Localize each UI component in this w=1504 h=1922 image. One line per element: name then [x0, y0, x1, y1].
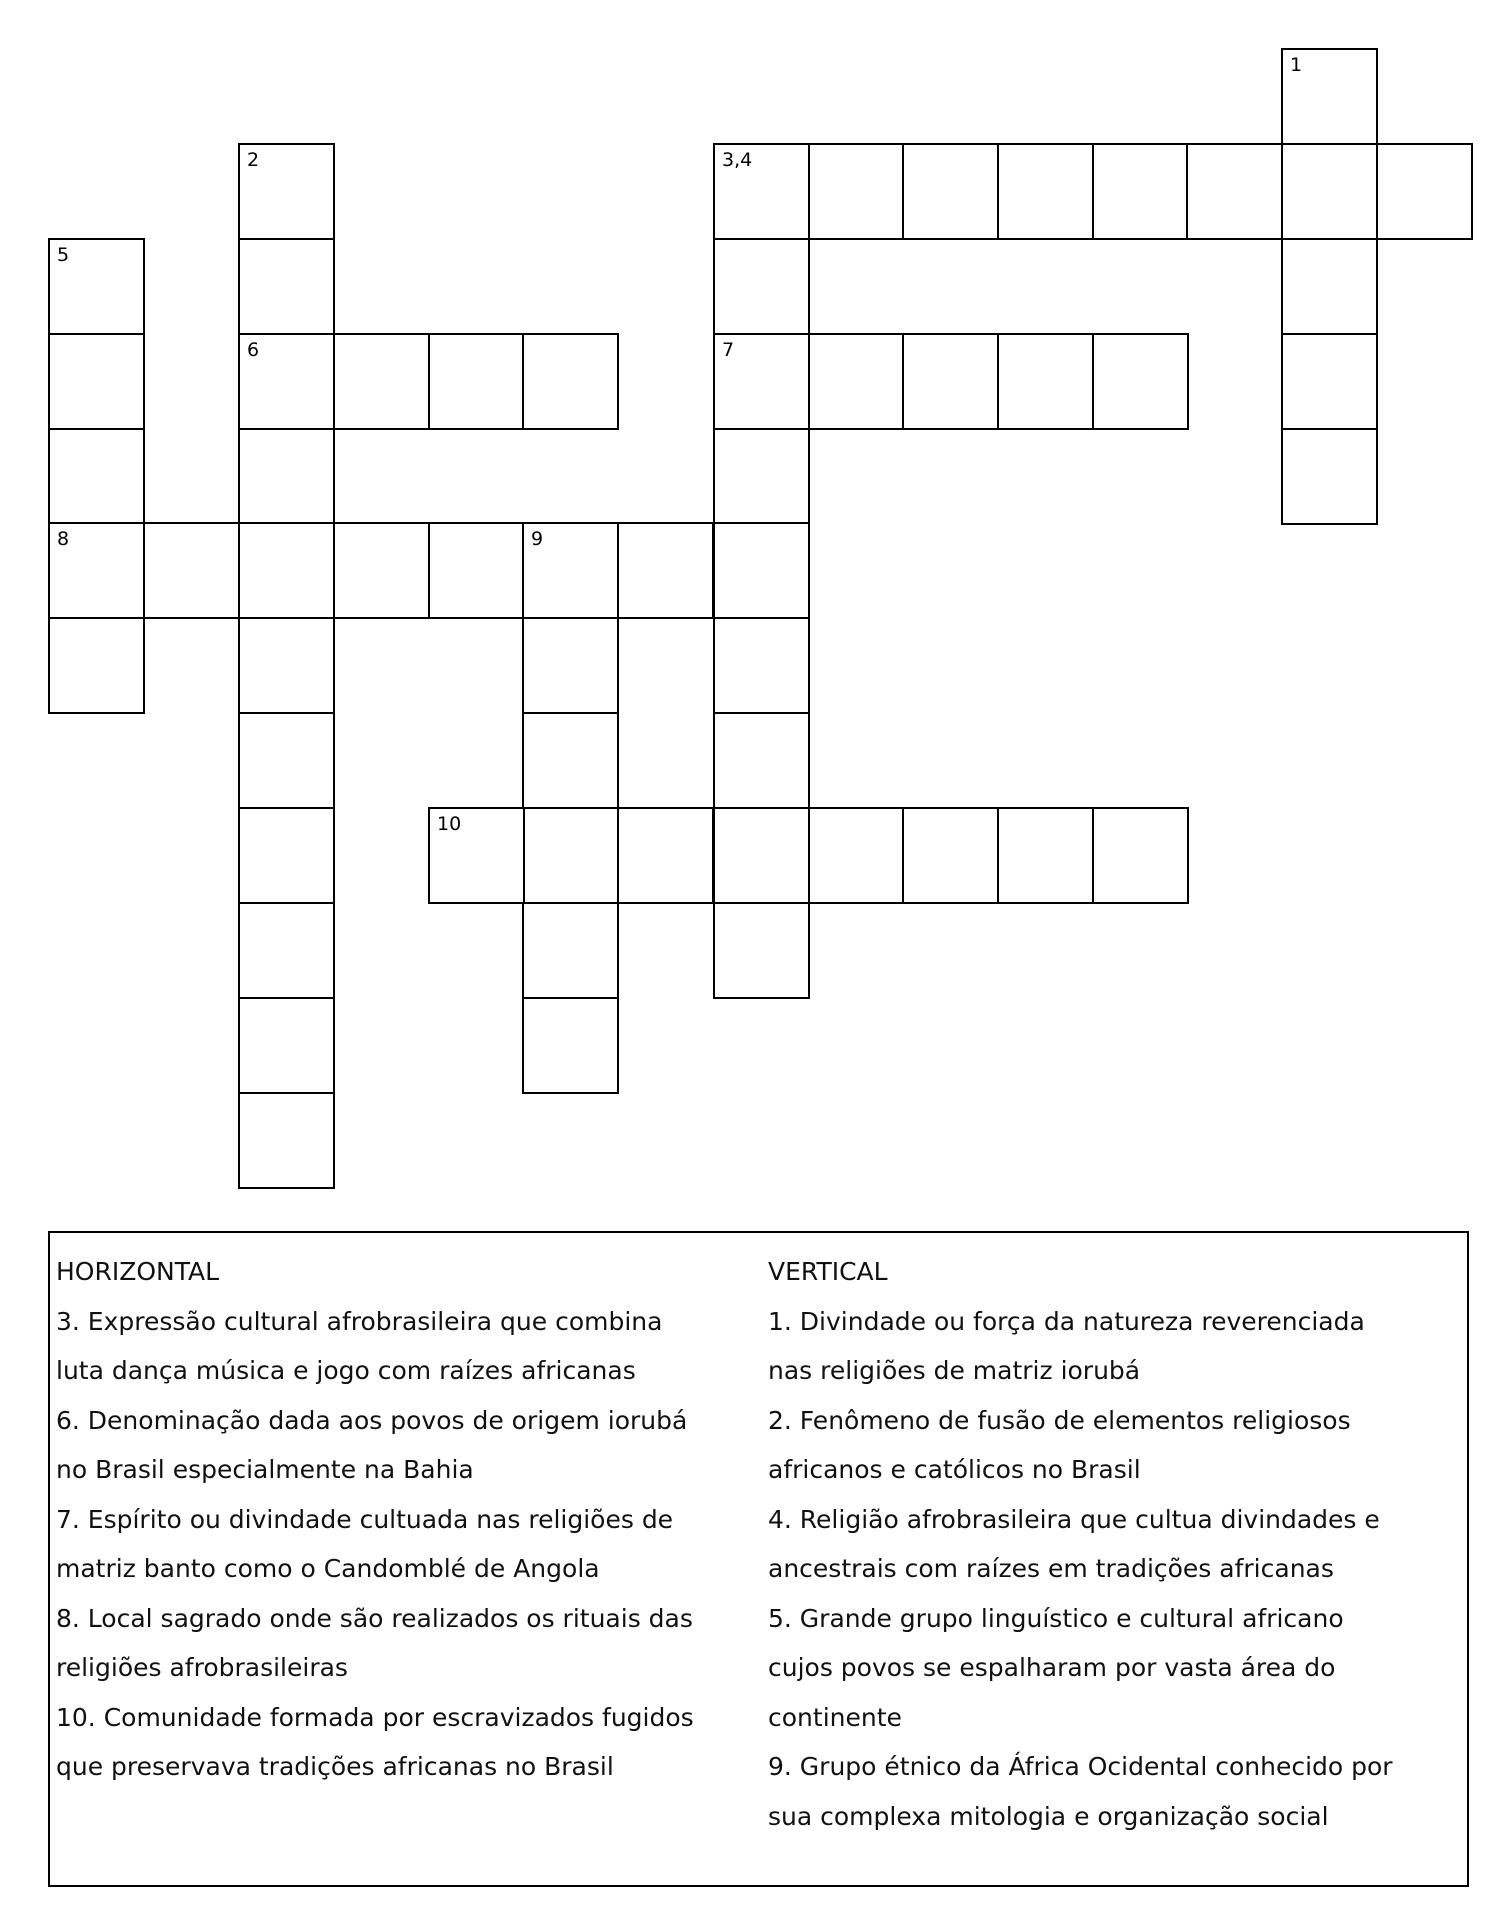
crossword-cell[interactable]	[48, 238, 145, 335]
crossword-cell[interactable]	[997, 143, 1094, 240]
crossword-cell[interactable]	[902, 143, 999, 240]
crossword-cell[interactable]	[238, 902, 335, 999]
clue-line: sua complexa mitologia e organização social	[768, 1801, 1329, 1831]
clues-panel	[48, 1231, 1469, 1887]
crossword-cell[interactable]	[617, 807, 714, 904]
crossword-cell[interactable]	[713, 143, 810, 240]
crossword-cell[interactable]	[428, 522, 525, 619]
crossword-cell[interactable]	[333, 522, 430, 619]
crossword-cell[interactable]	[902, 333, 999, 430]
clue-line: religiões afrobrasileiras	[56, 1653, 348, 1682]
crossword-cell[interactable]	[238, 807, 335, 904]
crossword-cell[interactable]	[333, 333, 430, 430]
clue-line: matriz banto como o Candomblé de Angola	[56, 1554, 600, 1583]
crossword-cell[interactable]	[238, 997, 335, 1094]
vertical-clues	[768, 1247, 1468, 1841]
crossword-cell[interactable]	[522, 522, 619, 619]
crossword-cell[interactable]	[713, 238, 810, 335]
crossword-cell[interactable]	[1186, 143, 1283, 240]
clue-number: 10	[437, 813, 462, 835]
clue-line: 8. Local sagrado onde são realizados os rituais das	[56, 1603, 693, 1633]
clue-number: 3,4	[722, 149, 753, 171]
crossword-cell[interactable]	[1281, 143, 1378, 240]
clue-line: 4. Religião afrobrasileira que cultua divindades e	[768, 1504, 1380, 1534]
crossword-cell[interactable]	[713, 807, 810, 904]
crossword-cell[interactable]	[1092, 143, 1189, 240]
crossword-cell[interactable]	[997, 807, 1094, 904]
crossword-cell[interactable]	[713, 902, 810, 999]
crossword-cell[interactable]	[1376, 143, 1473, 240]
crossword-cell[interactable]	[1092, 333, 1189, 430]
crossword-cell[interactable]	[238, 333, 335, 430]
clue-line: continente	[768, 1702, 902, 1732]
clues-heading-horizontal: HORIZONTAL	[56, 1257, 220, 1286]
crossword-cell[interactable]	[522, 807, 619, 904]
clue-number: 7	[722, 339, 735, 361]
crossword-cell[interactable]	[1281, 333, 1378, 430]
clue-line: 9. Grupo étnico da África Ocidental conhecido por	[768, 1752, 1393, 1781]
crossword-cell[interactable]	[522, 712, 619, 809]
crossword-cell[interactable]	[1281, 48, 1378, 145]
crossword-cell[interactable]	[522, 902, 619, 999]
clue-line: africanos e católicos no Brasil	[768, 1455, 1141, 1484]
horizontal-clues	[56, 1247, 756, 1792]
clue-line: 10. Comunidade formada por escravizados fugidos	[56, 1702, 694, 1732]
clue-line: nas religiões de matriz iorubá	[768, 1356, 1141, 1385]
clue-line: cujos povos se espalharam por vasta área do	[768, 1653, 1336, 1682]
crossword-cell[interactable]	[143, 522, 240, 619]
clue-line: ancestrais com raízes em tradições africanas	[768, 1554, 1334, 1583]
crossword-cell[interactable]	[238, 712, 335, 809]
clue-line: luta dança música e jogo com raízes africanas	[56, 1356, 636, 1385]
clue-number: 5	[57, 244, 70, 266]
clue-line: no Brasil especialmente na Bahia	[56, 1455, 474, 1484]
crossword-cell[interactable]	[808, 143, 905, 240]
crossword-cell[interactable]	[1281, 238, 1378, 335]
crossword-cell[interactable]	[522, 333, 619, 430]
clue-line: 6. Denominação dada aos povos de origem iorubá	[56, 1405, 688, 1435]
clues-heading-vertical: VERTICAL	[768, 1257, 888, 1286]
crossword-cell[interactable]	[428, 333, 525, 430]
crossword-cell[interactable]	[997, 333, 1094, 430]
crossword-cell[interactable]	[1092, 807, 1189, 904]
crossword-cell[interactable]	[428, 807, 525, 904]
crossword-cell[interactable]	[713, 617, 810, 714]
crossword-cell[interactable]	[48, 617, 145, 714]
crossword-cell[interactable]	[808, 807, 905, 904]
clue-number: 2	[247, 149, 260, 171]
crossword-cell[interactable]	[522, 617, 619, 714]
crossword-cell[interactable]	[238, 522, 335, 619]
crossword-cell[interactable]	[48, 333, 145, 430]
clue-number: 6	[247, 339, 260, 361]
crossword-cell[interactable]	[238, 617, 335, 714]
crossword-cell[interactable]	[617, 522, 714, 619]
clue-line: 5. Grande grupo linguístico e cultural africano	[768, 1603, 1344, 1633]
clue-line: 7. Espírito ou divindade cultuada nas religiões de	[56, 1504, 674, 1534]
crossword-cell[interactable]	[808, 333, 905, 430]
clue-number: 1	[1290, 54, 1303, 76]
crossword-cell[interactable]	[713, 428, 810, 525]
crossword-cell[interactable]	[902, 807, 999, 904]
clue-number: 9	[531, 528, 544, 550]
crossword-cell[interactable]	[522, 997, 619, 1094]
clue-line: 2. Fenômeno de fusão de elementos religiosos	[768, 1405, 1351, 1435]
crossword-cell[interactable]	[48, 428, 145, 525]
crossword-cell[interactable]	[1281, 428, 1378, 525]
crossword-cell[interactable]	[238, 1092, 335, 1189]
clue-number: 8	[57, 528, 70, 550]
crossword-cell[interactable]	[713, 333, 810, 430]
crossword-cell[interactable]	[238, 238, 335, 335]
crossword-cell[interactable]	[713, 522, 810, 619]
crossword-cell[interactable]	[238, 428, 335, 525]
clue-line: 3. Expressão cultural afrobrasileira que combina	[56, 1306, 663, 1336]
clue-line: 1. Divindade ou força da natureza reverenciada	[768, 1306, 1365, 1336]
clue-line: que preservava tradições africanas no Brasil	[56, 1752, 614, 1781]
crossword-cell[interactable]	[48, 522, 145, 619]
crossword-cell[interactable]	[238, 143, 335, 240]
crossword-cell[interactable]	[713, 712, 810, 809]
